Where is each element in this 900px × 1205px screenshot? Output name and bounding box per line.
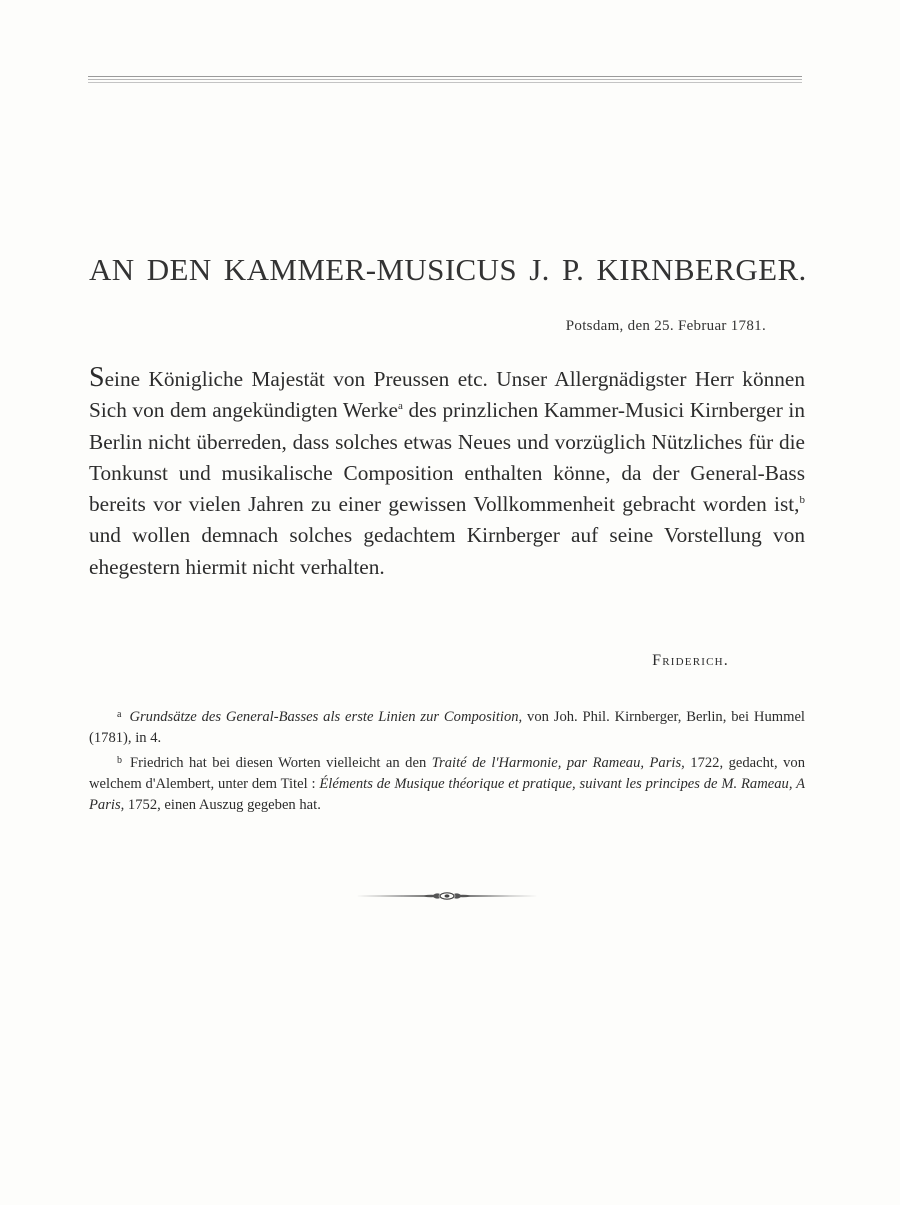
body-segment-2: des prinzlichen Kammer-Musici Kirnberger in Berlin nicht überreden, dass solches etwas Neues und vorzüglich Nützliches für die Tonkunst und musikalische Composition enthalten könne, da der General-Bass bereits vor vielen Jahren zu einer gewissen Vollkommenheit gebracht worden ist, [89, 398, 805, 517]
footnotes [89, 704, 805, 816]
footnote-a-title: Grundsätze des General-Basses als erste Linien zur Composition, [129, 709, 523, 725]
body-segment-1: eine Königliche Majestät von Preussen etc. Unser Allergnädigster Herr können Sich von dem angekündigten Werke [89, 367, 805, 423]
body-segment-3: und wollen demnach solches gedachtem Kirnberger auf seine Vorstellung von ehegestern hiermit nicht verhalten. [89, 523, 805, 579]
footnote-a [89, 704, 805, 750]
footnote-b-text-3: 1752, einen Auszug gegeben hat. [124, 797, 321, 814]
ornament-divider-icon [354, 888, 540, 904]
footnote-ref-a: a [397, 400, 403, 413]
footnote-ref-b: b [799, 494, 805, 507]
page-title: AN DEN KAMMER-MUSICUS J. P. KIRNBERGER. [89, 252, 807, 287]
footnote-b-text-2: 1722, gedacht, von welchem d'Alembert, unter dem Titel : [89, 754, 805, 792]
letter-body [89, 364, 805, 583]
footnote-b [89, 750, 805, 817]
footnote-b-italic-2: Éléments de Musique théorique et pratique, suivant les principes de M. Rameau, A Paris, [89, 775, 805, 814]
footnote-b-text-1: Friedrich hat bei diesen Worten vielleicht an den [130, 754, 432, 771]
signature: Friderich. [652, 652, 729, 669]
footnote-mark-a: a [117, 709, 122, 720]
top-double-rule [88, 76, 802, 83]
footnote-a-text: von Joh. Phil. Kirnberger, Berlin, bei Hummel (1781), in 4. [89, 709, 805, 747]
dateline: Potsdam, den 25. Februar 1781. [565, 318, 766, 334]
initial-letter: S [89, 362, 105, 393]
footnote-b-italic-1: Traité de l'Harmonie, par Rameau, Paris, [431, 754, 685, 771]
footnote-mark-b: b [117, 754, 122, 766]
